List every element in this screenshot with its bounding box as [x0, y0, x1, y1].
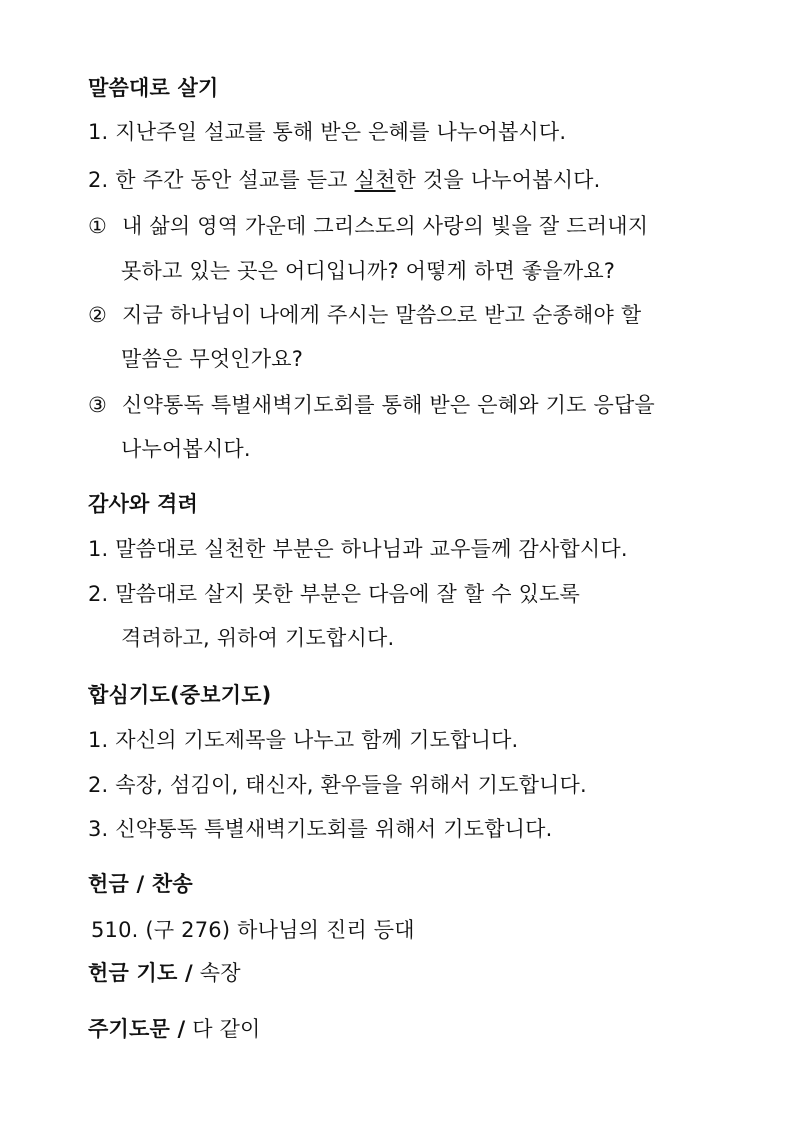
- section-heading-thanks: 감사와 격려: [88, 492, 198, 516]
- thanks-item-1: 1. 말씀대로 실천한 부분은 하나님과 교우들께 감사합시다.: [88, 537, 628, 561]
- hymn-line: 510. (구 276) 하나님의 진리 등대: [91, 918, 415, 942]
- lords-prayer-heading: 주기도문 /: [88, 1017, 186, 1041]
- prayer-item-1: 1. 자신의 기도제목을 나누고 함께 기도합니다.: [88, 728, 519, 752]
- question-2-line1: 지금 하나님이 나에게 주시는 말씀으로 받고 순종해야 할: [122, 303, 642, 327]
- question-1-line1: 내 삶의 영역 가운데 그리스도의 사랑의 빛을 잘 드러내지: [122, 214, 649, 238]
- list-item-2-end: 한 것을 나누어봅시다.: [395, 168, 601, 192]
- circled-number-2: ②: [88, 303, 108, 327]
- offering-prayer-line: [88, 959, 241, 987]
- question-1: [88, 212, 648, 240]
- section-heading-prayer: 합심기도(중보기도): [88, 683, 272, 707]
- thanks-item-2: 2. 말씀대로 살지 못한 부분은 다음에 잘 할 수 있도록: [88, 582, 581, 606]
- prayer-item-3: 3. 신약통독 특별새벽기도회를 위해서 기도합니다.: [88, 817, 553, 841]
- question-2-line2: 말씀은 무엇인가요?: [121, 347, 304, 371]
- offering-prayer-leader: 속장: [192, 961, 241, 985]
- question-3: [88, 391, 655, 419]
- section-heading-offering: 헌금 / 찬송: [88, 872, 193, 896]
- circled-number-3: ③: [88, 393, 108, 417]
- question-3-line2: 나누어봅시다.: [121, 437, 251, 461]
- list-item-2-start: 2. 한 주간 동안 설교를 듣고: [88, 168, 355, 192]
- question-3-line1: 신약통독 특별새벽기도회를 통해 받은 은혜와 기도 응답을: [122, 393, 655, 417]
- list-item-2: [88, 166, 601, 194]
- prayer-item-2: 2. 속장, 섬김이, 태신자, 환우들을 위해서 기도합니다.: [88, 773, 587, 797]
- question-1-line2: 못하고 있는 곳은 어디입니까? 어떻게 하면 좋을까요?: [121, 259, 616, 283]
- list-item-1: 1. 지난주일 설교를 통해 받은 은혜를 나누어봅시다.: [88, 120, 567, 144]
- lords-prayer-line: [88, 1015, 261, 1043]
- underlined-word: 실천: [354, 168, 396, 192]
- section-heading-living-word: 말씀대로 살기: [88, 76, 219, 100]
- thanks-item-2-line2: 격려하고, 위하여 기도합시다.: [121, 626, 395, 650]
- lords-prayer-leader: 다 같이: [185, 1017, 261, 1041]
- offering-prayer-heading: 헌금 기도 /: [88, 961, 193, 985]
- circled-number-1: ①: [88, 214, 108, 238]
- question-2: [88, 301, 641, 329]
